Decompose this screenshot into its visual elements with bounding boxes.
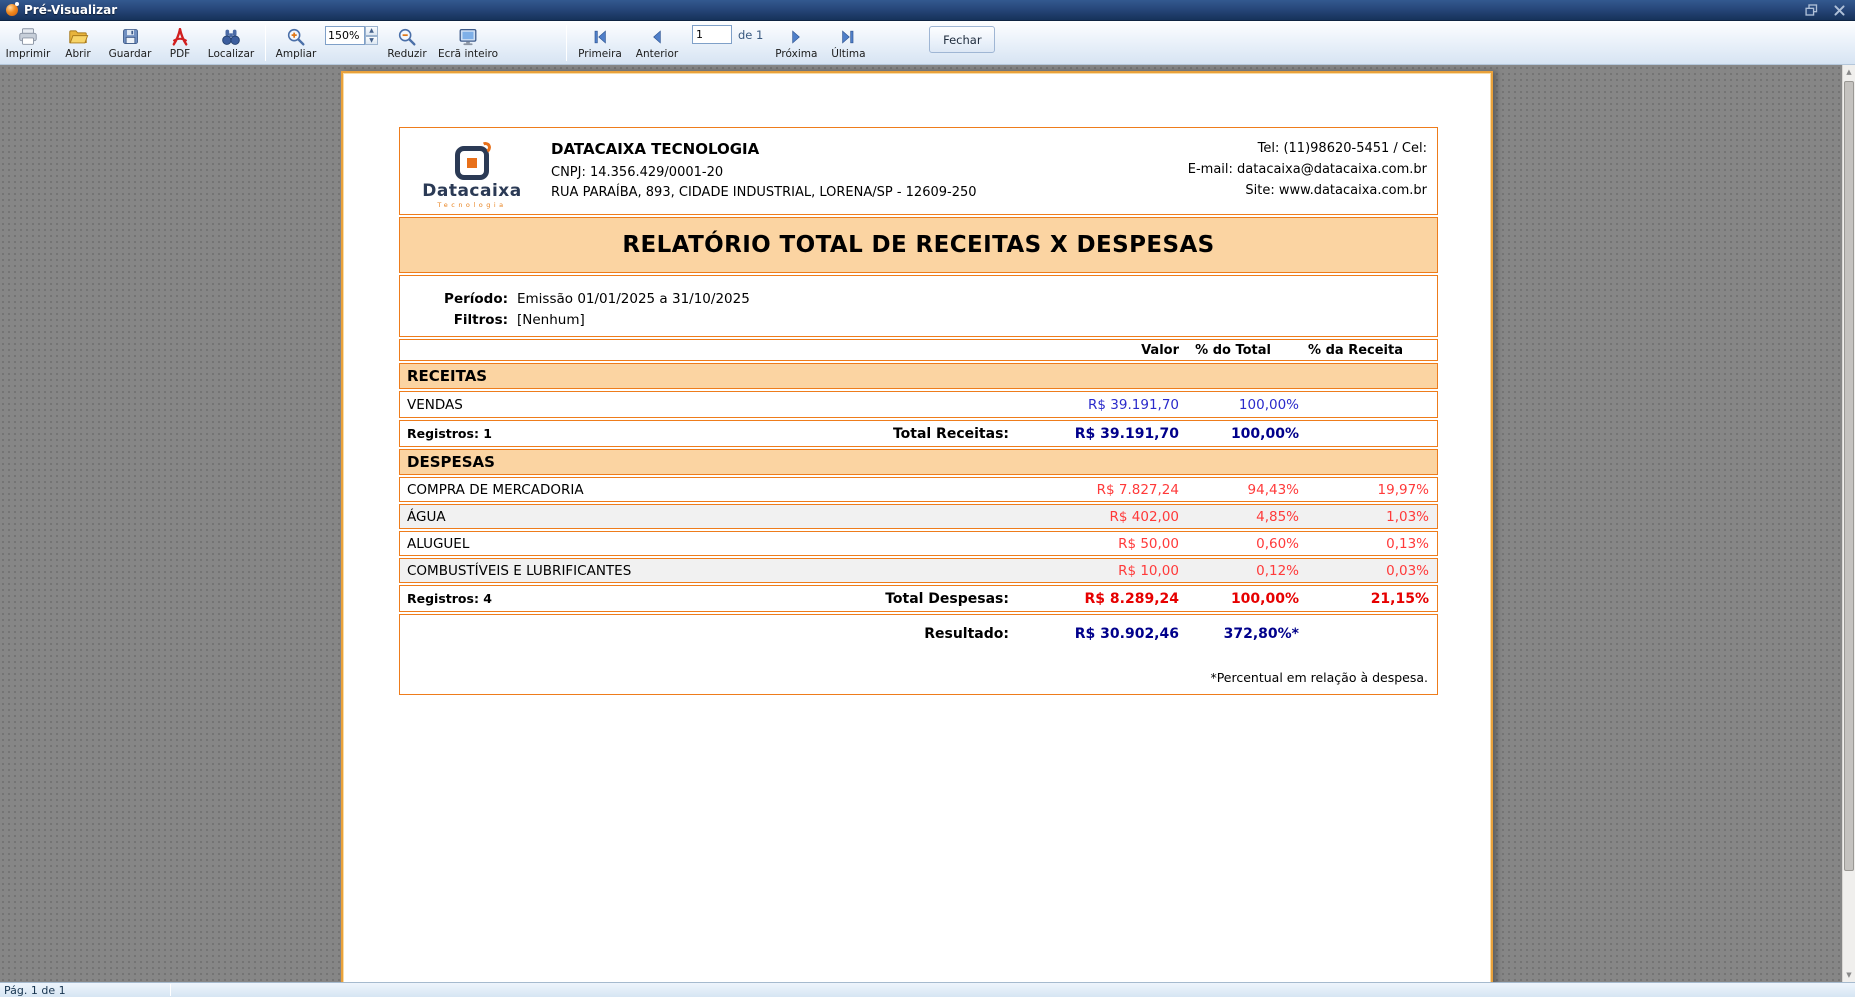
printer-icon — [17, 26, 39, 48]
row-percent-total: 4,85% — [1256, 508, 1299, 525]
company-phone: Tel: (11)98620-5451 / Cel: — [1257, 141, 1427, 156]
total-receitas-row — [399, 420, 1438, 447]
resultado-valor: R$ 30.902,46 — [1074, 626, 1179, 642]
row-percent-receita: 0,03% — [1386, 562, 1429, 579]
window-titlebar — [0, 0, 1855, 21]
button-label: Última — [831, 47, 866, 60]
resultado-label: Resultado: — [924, 626, 1009, 642]
receitas-section-header — [399, 363, 1438, 389]
row-percent-receita: 1,03% — [1386, 508, 1429, 525]
page-of-label: de 1 — [738, 27, 764, 42]
datacaixa-logo-icon — [455, 146, 489, 180]
company-site: Site: www.datacaixa.com.br — [1245, 183, 1427, 198]
next-page-button[interactable] — [769, 23, 823, 63]
restore-button[interactable] — [1801, 2, 1821, 18]
row-valor: R$ 39.191,70 — [1088, 396, 1179, 413]
footnote: *Percentual em relação à despesa. — [1210, 670, 1428, 685]
report-title-banner — [399, 217, 1438, 273]
vertical-scrollbar[interactable] — [1842, 65, 1855, 982]
table-row — [399, 531, 1438, 556]
close-icon — [1833, 4, 1846, 17]
button-label: Primeira — [578, 47, 622, 60]
table-row — [399, 558, 1438, 583]
monitor-icon — [457, 26, 479, 48]
page-number-input[interactable] — [692, 25, 732, 44]
toolbar-separator — [566, 25, 567, 61]
company-name: DATACAIXA TECNOLOGIA — [551, 140, 760, 158]
toolbar-separator — [265, 25, 266, 61]
find-button[interactable] — [202, 23, 260, 63]
restore-icon — [1804, 3, 1819, 17]
row-valor: R$ 50,00 — [1118, 535, 1179, 552]
despesas-section-header — [399, 449, 1438, 475]
zoom-increase-button[interactable]: ▲ — [365, 26, 378, 36]
company-email: E-mail: datacaixa@datacaixa.com.br — [1187, 162, 1427, 177]
column-header-percent-total: % do Total — [1195, 342, 1271, 358]
last-page-icon — [838, 26, 858, 48]
resultado-percent: 372,80%* — [1223, 626, 1299, 642]
filters-value: [Nenhum] — [517, 312, 585, 328]
row-percent-total: 94,43% — [1247, 481, 1299, 498]
total-despesas-label: Total Despesas: — [885, 590, 1009, 607]
total-despesas-percent-receita: 21,15% — [1370, 590, 1429, 607]
button-label: Reduzir — [387, 47, 427, 60]
button-label: Anterior — [635, 47, 679, 60]
table-row — [399, 477, 1438, 502]
despesas-registros: Registros: 4 — [407, 591, 492, 606]
zoom-level-input[interactable] — [325, 26, 365, 45]
filters-label: Filtros: — [453, 312, 508, 328]
open-button[interactable] — [54, 23, 102, 63]
period-box — [399, 275, 1438, 337]
first-page-button[interactable] — [572, 23, 628, 63]
next-page-icon — [786, 26, 806, 48]
last-page-button[interactable] — [823, 23, 873, 63]
column-header-percent-receita: % da Receita — [1308, 342, 1403, 358]
pdf-button[interactable] — [158, 23, 202, 63]
column-header-valor: Valor — [1141, 342, 1179, 358]
scroll-up-arrow[interactable]: ▲ — [1846, 68, 1852, 76]
row-valor: R$ 402,00 — [1109, 508, 1179, 525]
button-label: Abrir — [65, 47, 91, 60]
report-content — [399, 127, 1438, 697]
row-percent-receita: 19,97% — [1377, 481, 1429, 498]
period-value: Emissão 01/01/2025 a 31/10/2025 — [517, 291, 750, 307]
period-label: Período: — [444, 291, 508, 307]
total-despesas-percent: 100,00% — [1230, 590, 1299, 607]
statusbar-divider — [170, 984, 171, 996]
button-label: Imprimir — [5, 47, 51, 60]
close-preview-button[interactable]: Fechar — [929, 26, 995, 53]
save-button[interactable] — [102, 23, 158, 63]
close-button[interactable] — [1829, 2, 1849, 18]
full-screen-button[interactable] — [432, 23, 504, 63]
row-valor: R$ 10,00 — [1118, 562, 1179, 579]
row-valor: R$ 7.827,24 — [1096, 481, 1179, 498]
pdf-icon — [169, 26, 191, 48]
button-label: PDF — [169, 47, 191, 60]
row-percent-total: 0,60% — [1256, 535, 1299, 552]
print-button[interactable] — [2, 23, 54, 63]
row-name: VENDAS — [407, 396, 463, 413]
row-name: ÁGUA — [407, 508, 446, 525]
zoom-decrease-button[interactable]: ▼ — [365, 36, 378, 46]
preview-area — [0, 65, 1855, 982]
despesas-title: DESPESAS — [407, 453, 495, 471]
previous-page-icon — [647, 26, 667, 48]
resultado-box — [399, 614, 1438, 695]
binoculars-icon — [220, 26, 242, 48]
window-title: Pré-Visualizar — [24, 3, 118, 17]
report-page — [341, 71, 1493, 982]
total-despesas-row — [399, 585, 1438, 612]
open-folder-icon — [67, 26, 89, 48]
receitas-title: RECEITAS — [407, 367, 488, 385]
company-address: RUA PARAÍBA, 893, CIDADE INDUSTRIAL, LORENA/SP - 12609-250 — [551, 185, 977, 200]
report-header — [399, 127, 1438, 215]
save-floppy-icon — [120, 26, 141, 48]
status-bar — [0, 982, 1855, 997]
row-percent-receita: 0,13% — [1386, 535, 1429, 552]
zoom-out-button[interactable] — [382, 23, 432, 63]
receitas-registros: Registros: 1 — [407, 426, 492, 441]
table-row — [399, 504, 1438, 529]
zoom-in-icon — [285, 26, 307, 48]
row-name: COMPRA DE MERCADORIA — [407, 481, 584, 498]
scroll-down-arrow[interactable]: ▼ — [1846, 971, 1852, 979]
total-receitas-label: Total Receitas: — [892, 425, 1009, 442]
row-name: COMBUSTÍVEIS E LUBRIFICANTES — [407, 562, 632, 579]
toolbar — [0, 21, 1855, 65]
zoom-level-spinbox — [325, 26, 378, 45]
logo-text: Datacaixa — [422, 181, 522, 201]
report-title: RELATÓRIO TOTAL DE RECEITAS X DESPESAS — [622, 232, 1215, 258]
company-logo — [407, 146, 537, 209]
app-icon — [6, 4, 18, 16]
table-row — [399, 391, 1438, 418]
logo-subtext: Tecnologia — [437, 201, 507, 209]
total-receitas-percent: 100,00% — [1230, 425, 1299, 442]
row-name: ALUGUEL — [407, 535, 470, 552]
button-label: Guardar — [108, 47, 152, 60]
zoom-out-icon — [396, 26, 418, 48]
row-percent-total: 0,12% — [1256, 562, 1299, 579]
scrollbar-thumb[interactable] — [1844, 81, 1854, 871]
button-label: Localizar — [207, 47, 255, 60]
first-page-icon — [590, 26, 610, 48]
previous-page-button[interactable] — [628, 23, 686, 63]
button-label: Ampliar — [275, 47, 317, 60]
button-label: Próxima — [775, 47, 818, 60]
company-cnpj: CNPJ: 14.356.429/0001-20 — [551, 165, 724, 180]
total-receitas-valor: R$ 39.191,70 — [1074, 425, 1179, 442]
button-label: Ecrã inteiro — [437, 47, 499, 60]
zoom-in-button[interactable] — [271, 23, 321, 63]
total-despesas-valor: R$ 8.289,24 — [1084, 590, 1179, 607]
page-status-text: Pág. 1 de 1 — [4, 983, 66, 997]
row-percent-total: 100,00% — [1238, 396, 1299, 413]
column-header-row — [399, 339, 1438, 361]
